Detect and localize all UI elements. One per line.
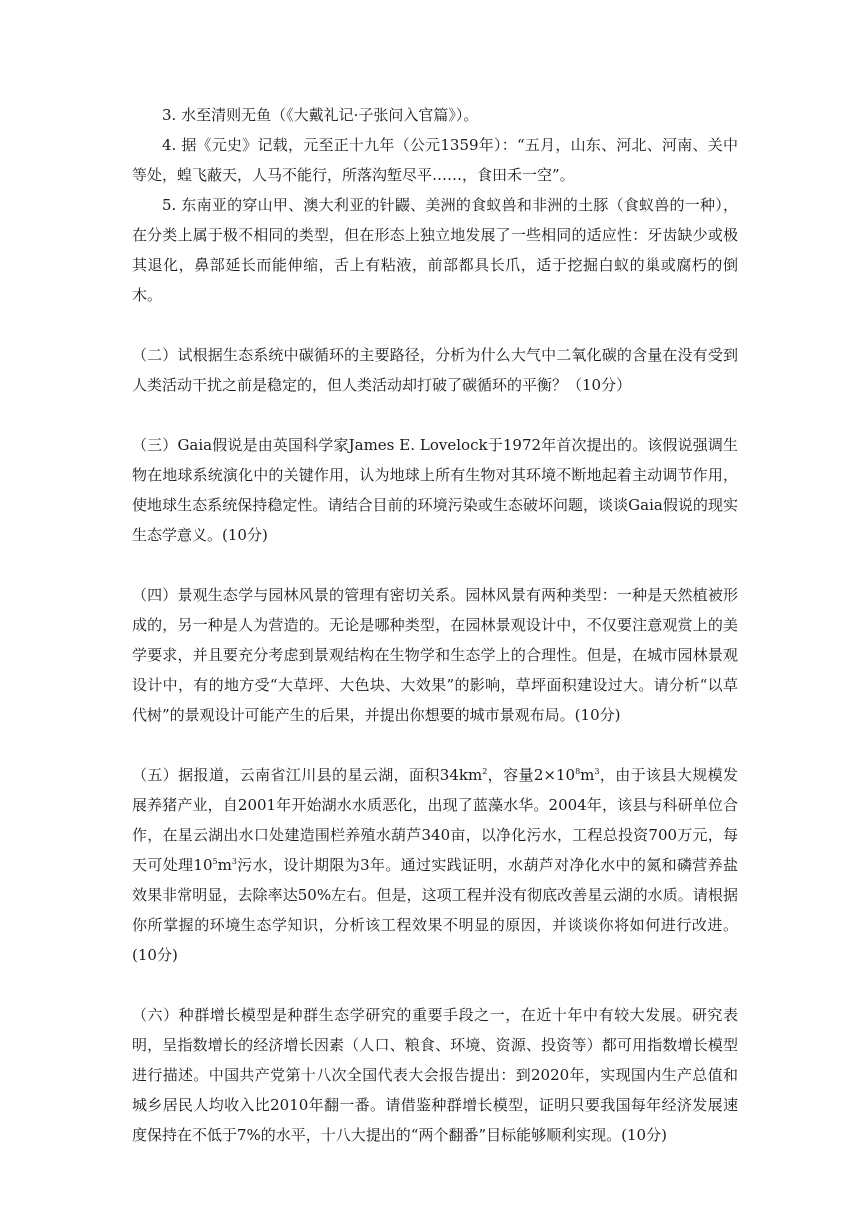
q5-text-4: ，由于该县大规模发展养猪产业，自2001年开始湖水水质恶化，出现了蓝藻水华。2004年，该县与科研单位合作，在星云湖出水口处建造围栏养殖水葫芦340亩，以净化污水，工程总投资700万元，每天可处理10 bbox=[132, 766, 738, 874]
q5-text-6: 污水，设计期限为3年。通过实践证明，水葫芦对净化水中的氮和磷营养盐效果非常明显，去除率达50%左右。但是，这项工程并没有彻底改善星云湖的水质。请根据你所掌握的环境生态学知识，分析该工程效果不明显的原因，并谈谈你将如何进行改进。(10分) bbox=[132, 856, 739, 964]
q5-sup-4: 5 bbox=[212, 857, 218, 866]
question-4: （四）景观生态学与园林风景的管理有密切关系。园林风景有两种类型：一种是天然植被形成的，另一种是人为营造的。无论是哪种类型，在园林景观设计中，不仅要注意观赏上的美学要求，并且要充分考虑到景观结构在生物学和生态学上的合理性。但是，在城市园林景观设计中，有的地方受“大草坪、大色块、大效果”的影响，草坪面积建设过大。请分析“以草代树”的景观设计可能产生的后果，并提出你想要的城市景观布局。(10分) bbox=[132, 586, 738, 724]
q5-text-1: （五）据报道，云南省江川县的星云湖，面积34km bbox=[132, 766, 483, 784]
list-item-4: 4. 据《元史》记载，元至正十九年（公元1359年）：“五月，山东、河北、河南、关中等处，蝗飞蔽天，人马不能行，所落沟堑尽平……，食田禾一空”。 bbox=[132, 136, 738, 184]
q5-sup-2: 8 bbox=[575, 767, 581, 776]
q5-sup-3: 3 bbox=[594, 767, 600, 776]
question-6: （六）种群增长模型是种群生态学研究的重要手段之一，在近十年中有较大发展。研究表明，呈指数增长的经济增长因素（人口、粮食、环境、资源、投资等）都可用指数增长模型进行描述。中国共产党第十八次全国代表大会报告提出：到2020年，实现国内生产总值和城乡居民人均收入比2010年翻一番。请借鉴种群增长模型，证明只要我国每年经济发展速度保持在不低于7%的水平，十八大提出的“两个翻番”目标能够顺利实现。(10分) bbox=[132, 1006, 738, 1144]
q5-sup-5: 3 bbox=[231, 857, 237, 866]
document-body bbox=[132, 100, 738, 1150]
q5-text-3: m bbox=[580, 766, 595, 784]
list-item-5: 5. 东南亚的穿山甲、澳大利亚的针鼹、美洲的食蚁兽和非洲的土豚（食蚁兽的一种），在分类上属于极不相同的类型，但在形态上独立地发展了一些相同的适应性：牙齿缺少或极其退化，鼻部延长而能伸缩，舌上有粘液，前部都具长爪，适于挖掘白蚁的巢或腐朽的倒木。 bbox=[132, 196, 738, 304]
question-3: （三）Gaia假说是由英国科学家James E. Lovelock于1972年首次提出的。该假说强调生物在地球系统演化中的关键作用，认为地球上所有生物对其环境不断地起着主动调节作用，使地球生态系统保持稳定性。请结合目前的环境污染或生态破坏问题，谈谈Gaia假说的现实生态学意义。(10分) bbox=[132, 436, 738, 544]
q5-text-5: m bbox=[217, 856, 232, 874]
q5-sup-1: 2 bbox=[482, 767, 488, 776]
question-5 bbox=[132, 760, 738, 970]
list-item-3: 3. 水至清则无鱼（《大戴礼记·子张问入官篇》）。 bbox=[162, 106, 479, 124]
question-2: （二）试根据生态系统中碳循环的主要路径，分析为什么大气中二氧化碳的含量在没有受到人类活动干扰之前是稳定的，但人类活动却打破了碳循环的平衡？（10分） bbox=[132, 346, 738, 394]
q5-text-2: ，容量2×10 bbox=[487, 766, 576, 784]
